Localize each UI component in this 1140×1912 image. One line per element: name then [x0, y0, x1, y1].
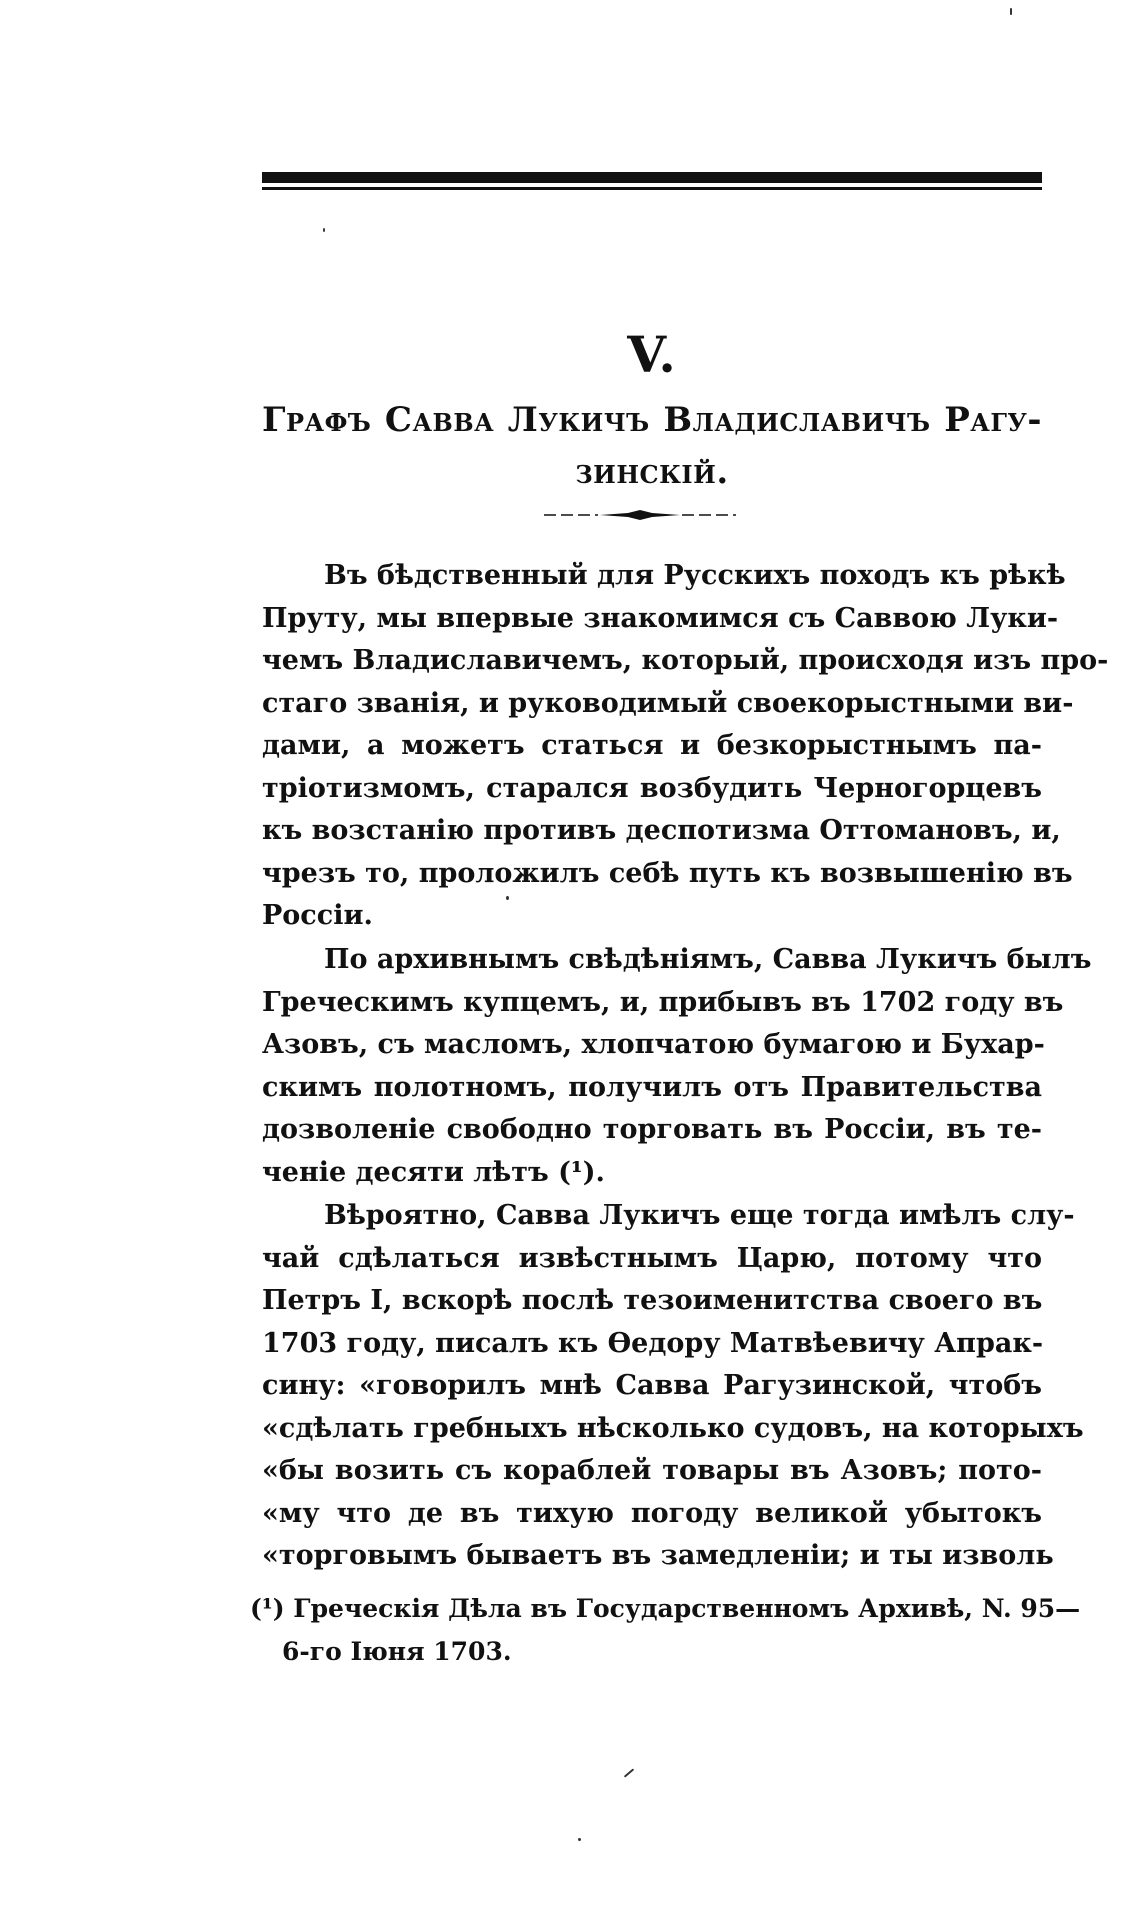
- text-line: чрезъ то, проложилъ себѣ путь къ возвышенію въ: [262, 857, 1073, 889]
- text-line: По архивнымъ свѣдѣніямъ, Савва Лукичъ былъ: [324, 944, 1092, 975]
- text-line: къ возстанію противъ деспотизма Оттомановъ, и,: [262, 815, 1061, 846]
- footnote: [250, 1587, 1081, 1673]
- print-speck: [578, 1838, 581, 1841]
- text-line: Греческимъ купцемъ, и, прибывъ въ 1702 году въ: [262, 986, 1064, 1018]
- header-rule-thick: [262, 172, 1042, 183]
- text-line: дами, а можетъ статься и безкорыстнымъ па-: [262, 730, 1042, 761]
- print-speck: [506, 896, 509, 900]
- text-line: «бы возить съ кораблей товары въ Азовъ; пото-: [262, 1455, 1042, 1486]
- footnote-line: 6-го Іюня 1703.: [282, 1637, 512, 1666]
- chapter-title-line: зинскій.: [575, 452, 729, 492]
- print-speck: [624, 1768, 634, 1777]
- text-line: сину: «говорилъ мнѣ Савва Рагузинской, чтобъ: [262, 1370, 1042, 1401]
- header-rule-thin: [262, 187, 1042, 190]
- text-line: Азовъ, съ масломъ, хлопчатою бумагою и Бухар-: [262, 1029, 1045, 1060]
- text-line: Петръ I, вскорѣ послѣ тезоименитства своего въ: [262, 1285, 1043, 1316]
- paragraph: [262, 1195, 1084, 1578]
- print-speck: [323, 228, 325, 232]
- footnote-line: (¹) Греческія Дѣла въ Государственномъ Архивѣ, N. 95—: [250, 1594, 1081, 1623]
- paragraph: [262, 555, 1109, 938]
- text-line: чемъ Владиславичемъ, который, происходя изъ про-: [262, 645, 1109, 676]
- text-line: Россіи.: [262, 900, 373, 931]
- text-line: «му что де въ тихую погоду великой убытокъ: [262, 1497, 1042, 1529]
- text-line: 1703 году, писалъ къ Ѳедору Матвѣевичу Апрак-: [262, 1327, 1044, 1359]
- text-line: чай сдѣлаться извѣстнымъ Царю, потому что: [262, 1242, 1042, 1274]
- text-line: Въ бѣдственный для Русскихъ походъ къ рѣкѣ: [324, 560, 1066, 591]
- text-line: «торговымъ бываетъ въ замедленіи; и ты изволь: [262, 1540, 1054, 1571]
- text-line: «сдѣлать гребныхъ нѣсколько судовъ, на которыхъ: [262, 1412, 1084, 1444]
- text-line: ченіе десяти лѣтъ (¹).: [262, 1156, 605, 1188]
- paragraph: [262, 939, 1092, 1194]
- text-line: тріотизмомъ, старался возбудить Черногорцевъ: [262, 772, 1042, 804]
- text-line: Пруту, мы впервые знакомимся съ Саввою Луки-: [262, 602, 1059, 634]
- chapter-number: V.: [627, 325, 677, 384]
- chapter-title-line: Графъ Савва Лукичъ Владиславичъ Рагу-: [262, 400, 1042, 440]
- text-line: стаго званія, и руководимый своекорыстными ви-: [262, 687, 1074, 719]
- chapter-title: [262, 394, 1042, 498]
- text-line: Вѣроятно, Савва Лукичъ еще тогда имѣлъ слу-: [324, 1200, 1075, 1231]
- ornament-divider-icon: [540, 505, 740, 525]
- text-line: скимъ полотномъ, получилъ отъ Правительства: [262, 1071, 1042, 1103]
- text-line: дозволеніе свободно торговать въ Россіи, въ те-: [262, 1114, 1042, 1145]
- print-speck: [1010, 8, 1012, 15]
